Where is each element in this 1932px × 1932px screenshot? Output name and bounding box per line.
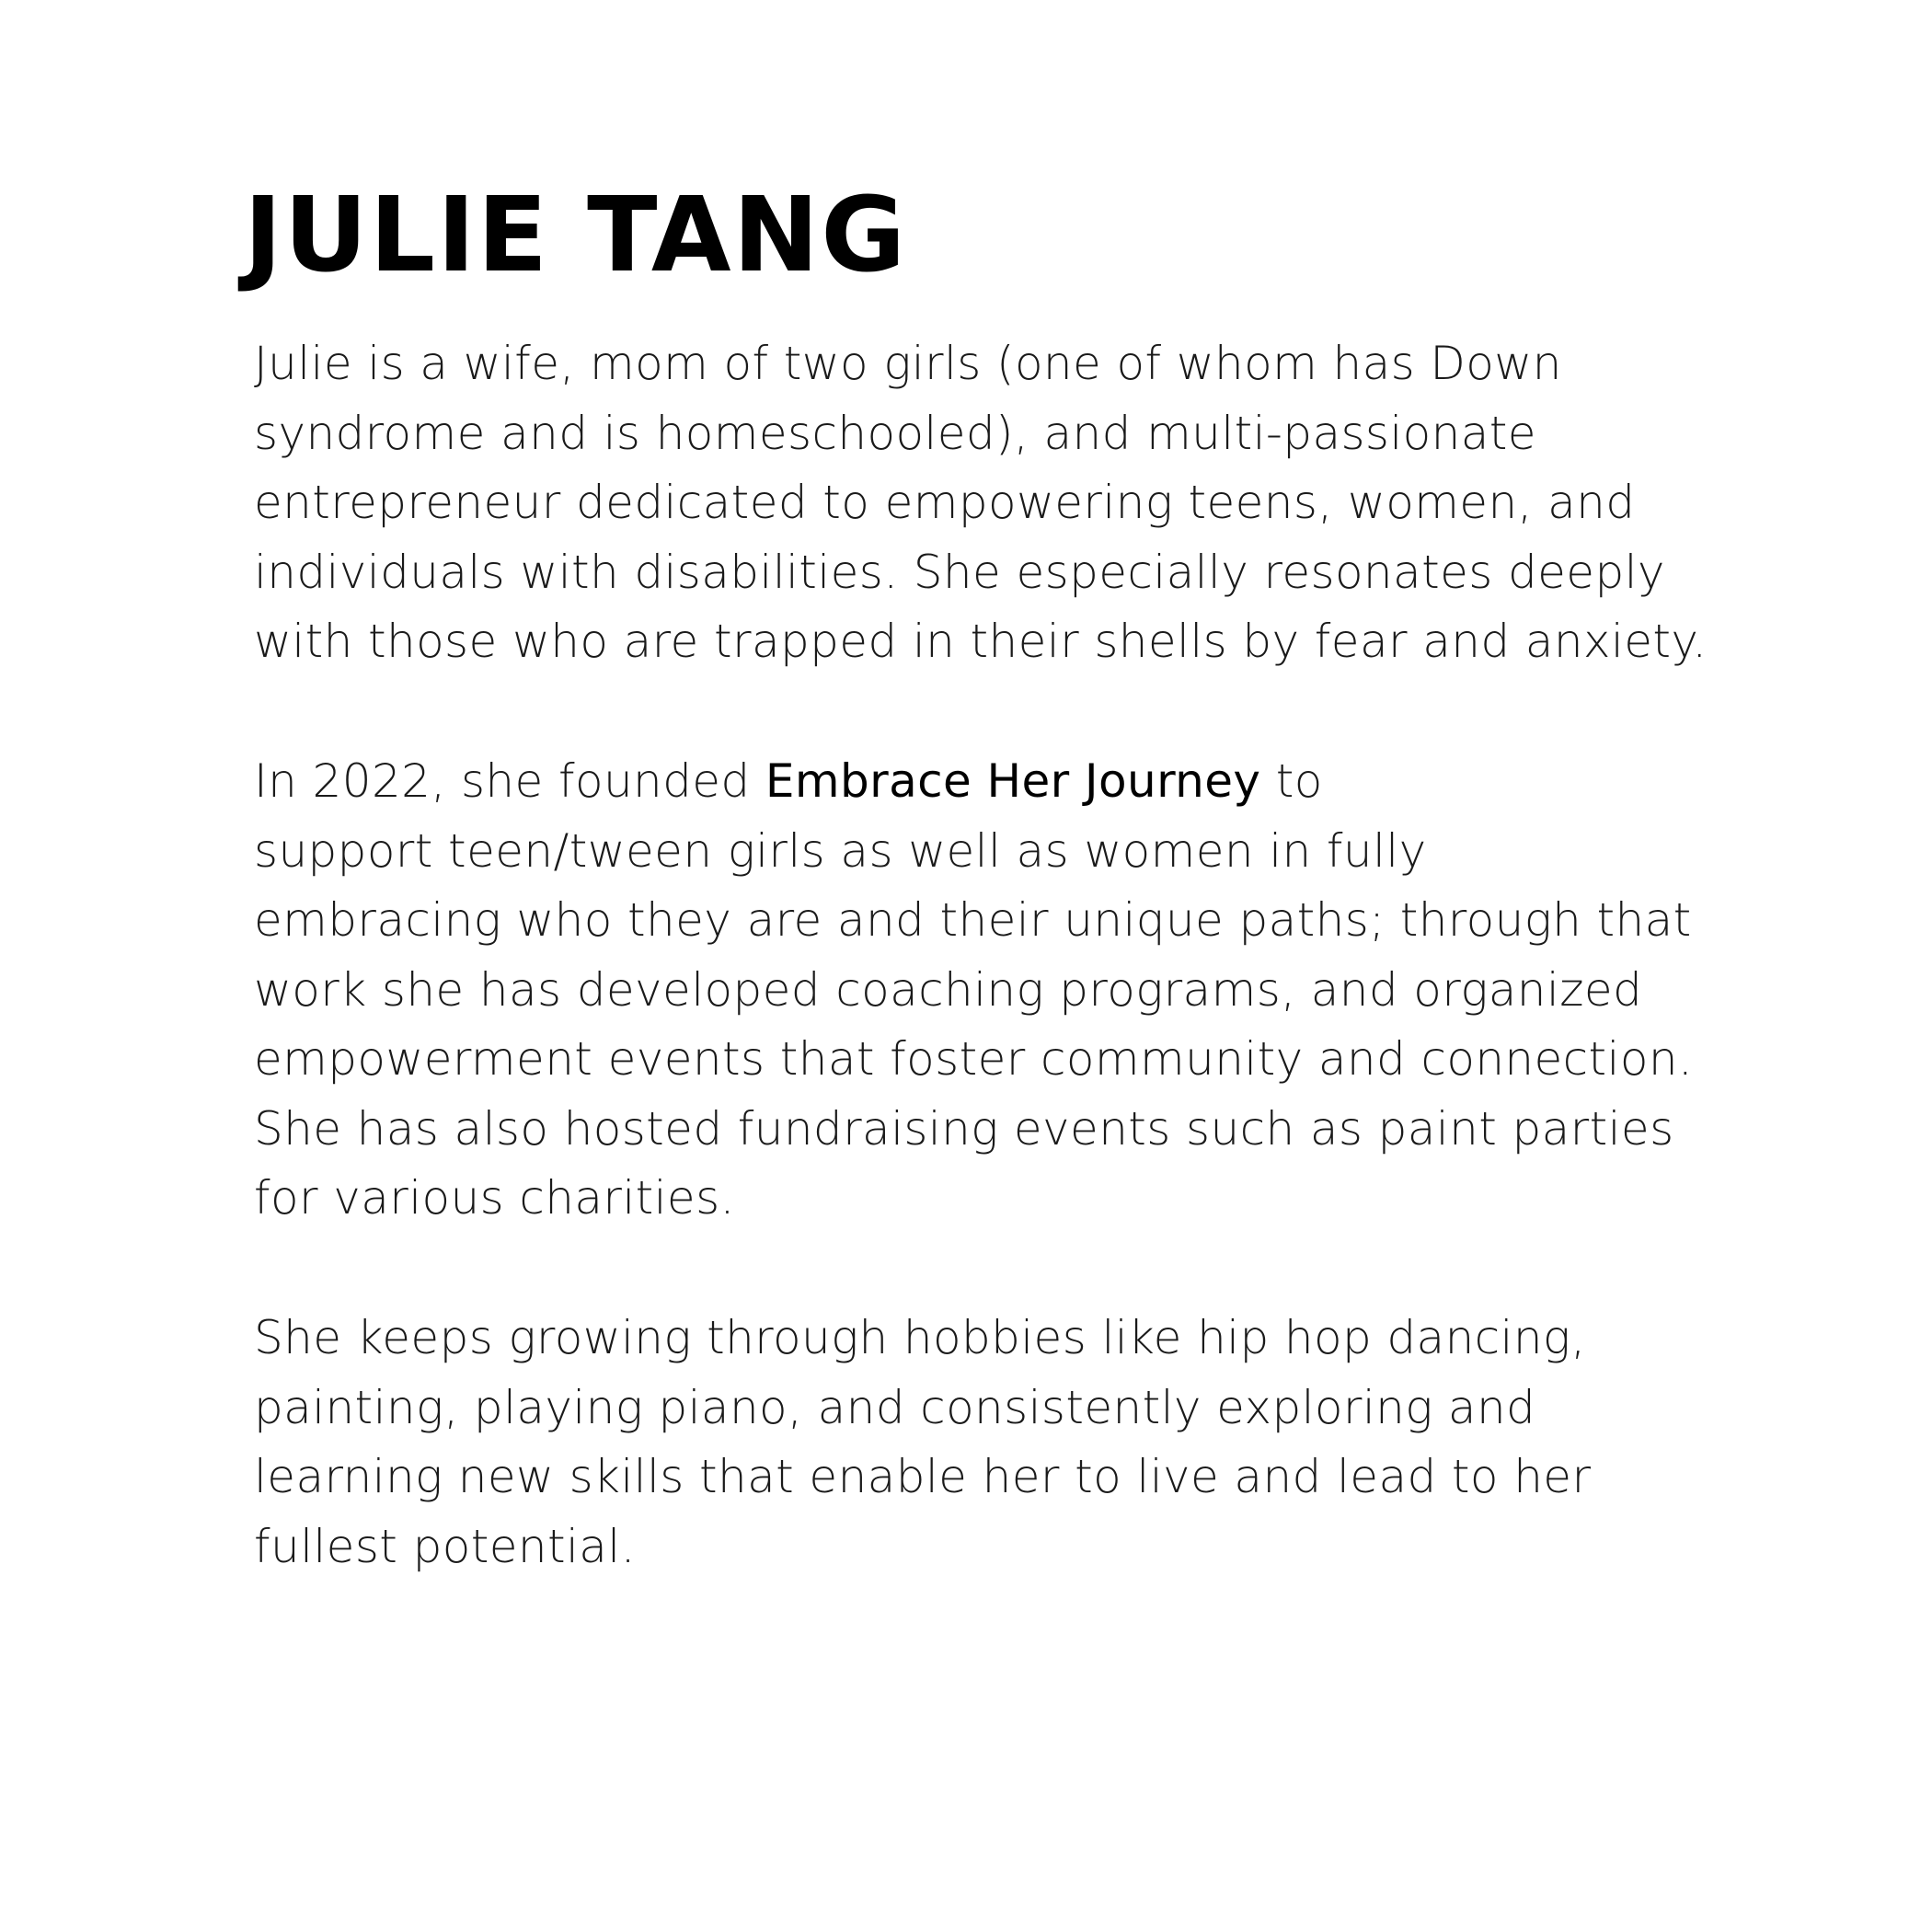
text-line: She keeps growing through hobbies like hip hop dancing, bbox=[254, 1311, 1586, 1364]
text-line: empowerment events that foster community and connection. bbox=[254, 1032, 1694, 1086]
text-line: Julie is a wife, mom of two girls (one of whom has Down bbox=[254, 337, 1562, 390]
text-line: for various charities. bbox=[254, 1171, 735, 1225]
bio-paragraph-hobbies bbox=[254, 1304, 1689, 1581]
text-line: with those who are trapped in their shells by fear and anxiety. bbox=[254, 615, 1708, 668]
text-line: She has also hosted fundraising events such as paint parties bbox=[254, 1101, 1674, 1156]
page-title: JULIE TANG bbox=[244, 176, 908, 295]
bio-paragraph-founding bbox=[254, 747, 1694, 1234]
text-fragment: to bbox=[1260, 754, 1323, 808]
bio-paragraph-intro bbox=[254, 329, 1708, 677]
text-fragment: In 2022, she founded bbox=[254, 754, 765, 808]
text-line: support teen/tween girls as well as women in fully bbox=[254, 823, 1427, 878]
text-line: syndrome and is homeschooled), and multi-passionate bbox=[254, 406, 1536, 460]
text-line: entrepreneur dedicated to empowering teens, women, and bbox=[254, 476, 1636, 529]
text-line: painting, playing piano, and consistently exploring and bbox=[254, 1380, 1536, 1434]
text-line: fullest potential. bbox=[254, 1519, 636, 1573]
text-line: individuals with disabilities. She especially resonates deeply bbox=[254, 545, 1665, 599]
text-line: embracing who they are and their unique paths; through that bbox=[254, 893, 1692, 947]
text-line: learning new skills that enable her to live and lead to her bbox=[254, 1450, 1592, 1503]
text-line-with-organization bbox=[254, 747, 1689, 817]
text-line: work she has developed coaching programs, and organized bbox=[254, 962, 1643, 1017]
organization-name: Embrace Her Journey bbox=[765, 754, 1261, 808]
